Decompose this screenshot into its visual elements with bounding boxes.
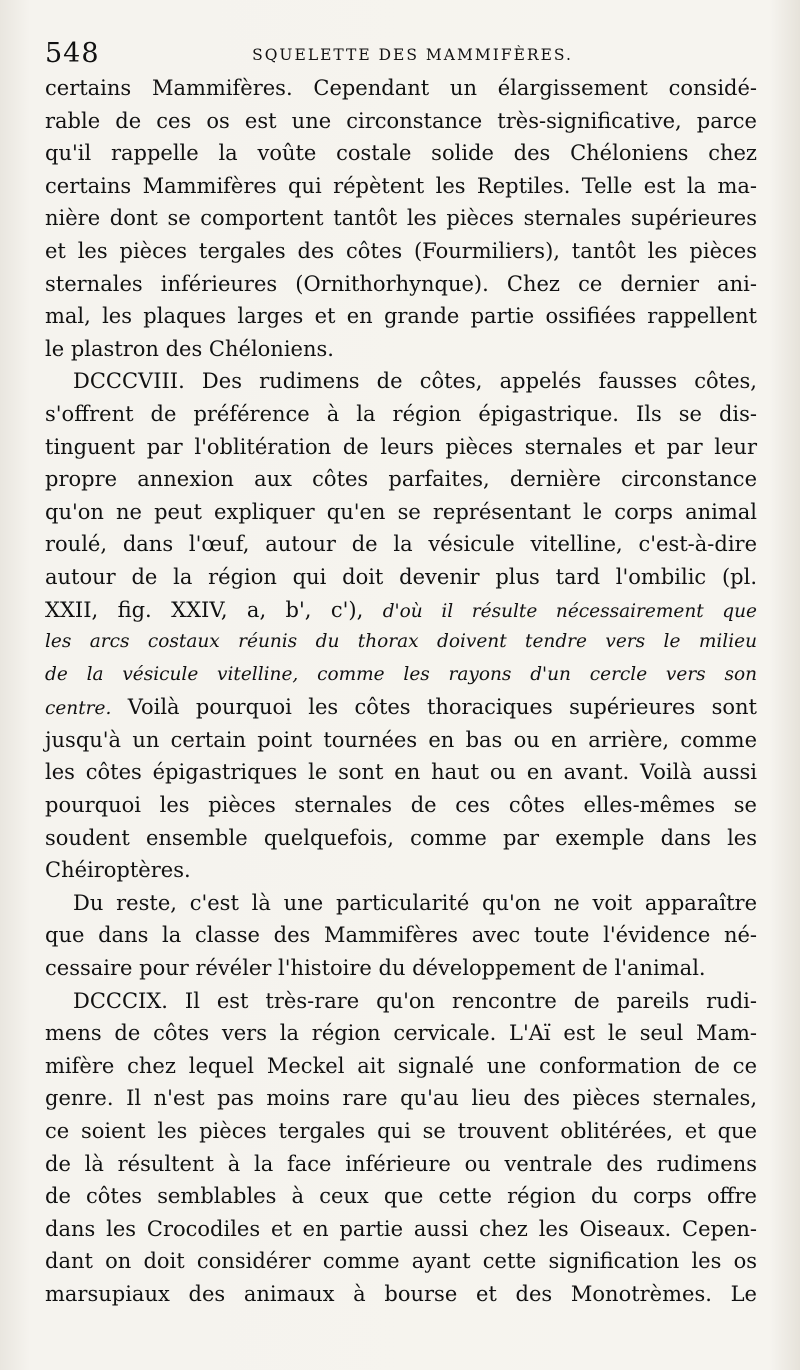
paragraph-dcccix-start: DCCCIX. Il est très-rare qu'on rencontre de pareils rudi-: [73, 988, 757, 1013]
text-line: cessaire pour révéler l'histoire du développement de l'animal.: [45, 956, 706, 981]
text-line: nière dont se comportent tantôt les pièces sternales supérieures: [45, 206, 757, 231]
italic-text: d'où il résulte nécessairement que: [382, 600, 757, 622]
page-header: [45, 38, 760, 72]
text-line: mal, les plaques larges et en grande partie ossifiées rappellent: [45, 304, 757, 329]
text-line: roulé, dans l'œuf, autour de la vésicule vitelline, c'est-à-dire: [45, 532, 757, 557]
text-line: marsupiaux des animaux à bourse et des Monotrèmes. Le: [45, 1281, 757, 1306]
text-line: dant on doit considérer comme ayant cette signification les os: [45, 1249, 757, 1274]
text-line: de côtes semblables à ceux que cette région du corps offre: [45, 1184, 757, 1209]
text-line: les côtes épigastriques le sont en haut ou en avant. Voilà aussi: [45, 760, 757, 785]
text-line: le plastron des Chéloniens.: [45, 336, 334, 361]
text-line: autour de la région qui doit devenir plus tard l'ombilic (pl.: [45, 564, 757, 589]
text-line: et les pièces tergales des côtes (Fourmiliers), tantôt les pièces: [45, 238, 757, 263]
text-line: soudent ensemble quelquefois, comme par exemple dans les: [45, 825, 757, 850]
running-title: SQUELETTE DES MAMMIFÈRES.: [252, 46, 573, 64]
text-line: sternales inférieures (Ornithorhynque). Chez ce dernier ani-: [45, 271, 757, 296]
text-line: que dans la classe des Mammifères avec toute l'évidence né-: [45, 923, 757, 948]
figure-reference: XXII, fig. XXIV, a, b', c'),: [45, 597, 364, 622]
text-line: jusqu'à un certain point tournées en bas ou en arrière, comme: [45, 727, 757, 752]
text-line: genre. Il n'est pas moins rare qu'au lieu des pièces sternales,: [45, 1086, 757, 1111]
text-line: dans les Crocodiles et en partie aussi chez les Oiseaux. Cepen-: [45, 1216, 757, 1241]
text-line: Chéiroptères.: [45, 858, 191, 883]
text-line: [45, 594, 757, 627]
text-line: tinguent par l'oblitération de leurs pièces sternales et par leur: [45, 434, 757, 459]
paragraph-dccviii-start: DCCCVIII. Des rudimens de côtes, appelés fausses côtes,: [73, 369, 757, 394]
page-number: 548: [45, 38, 100, 69]
text-line: mifère chez lequel Meckel ait signalé une conformation de ce: [45, 1053, 757, 1078]
text-line: de là résultent à la face inférieure ou ventrale des rudimens: [45, 1151, 757, 1176]
text-line: rable de ces os est une circonstance très-significative, parce: [45, 108, 757, 133]
plain-text: Voilà pourquoi les côtes thoraciques supérieures sont: [127, 695, 757, 720]
italic-line: les arcs costaux réunis du thorax doivent tendre vers le milieu: [45, 631, 757, 653]
italic-line: de la vésicule vitelline, comme les rayons d'un cercle vers son: [45, 663, 757, 685]
text-line: mens de côtes vers la région cervicale. L'Aï est le seul Mam-: [45, 1021, 757, 1046]
text-line: s'offrent de préférence à la région épigastrique. Ils se dis-: [45, 401, 757, 426]
text-line: qu'on ne peut expliquer qu'en se représentant le corps animal: [45, 499, 757, 524]
text-line: propre annexion aux côtes parfaites, dernière circonstance: [45, 467, 757, 492]
text-line: ce soient les pièces tergales qui se trouvent oblitérées, et que: [45, 1119, 757, 1143]
italic-text: centre.: [45, 698, 112, 720]
text-line: pourquoi les pièces sternales de ces côtes elles-mêmes se: [45, 793, 757, 818]
paragraph-du-reste-start: Du reste, c'est là une particularité qu'on ne voit apparaître: [73, 890, 757, 915]
text-line: [45, 691, 757, 724]
text-line: certains Mammifères. Cependant un élargissement considé-: [45, 76, 757, 100]
text-line: qu'il rappelle la voûte costale solide des Chéloniens chez: [45, 141, 757, 166]
body-text: [45, 72, 757, 1311]
text-line: certains Mammifères qui répètent les Reptiles. Telle est la ma-: [45, 173, 757, 198]
